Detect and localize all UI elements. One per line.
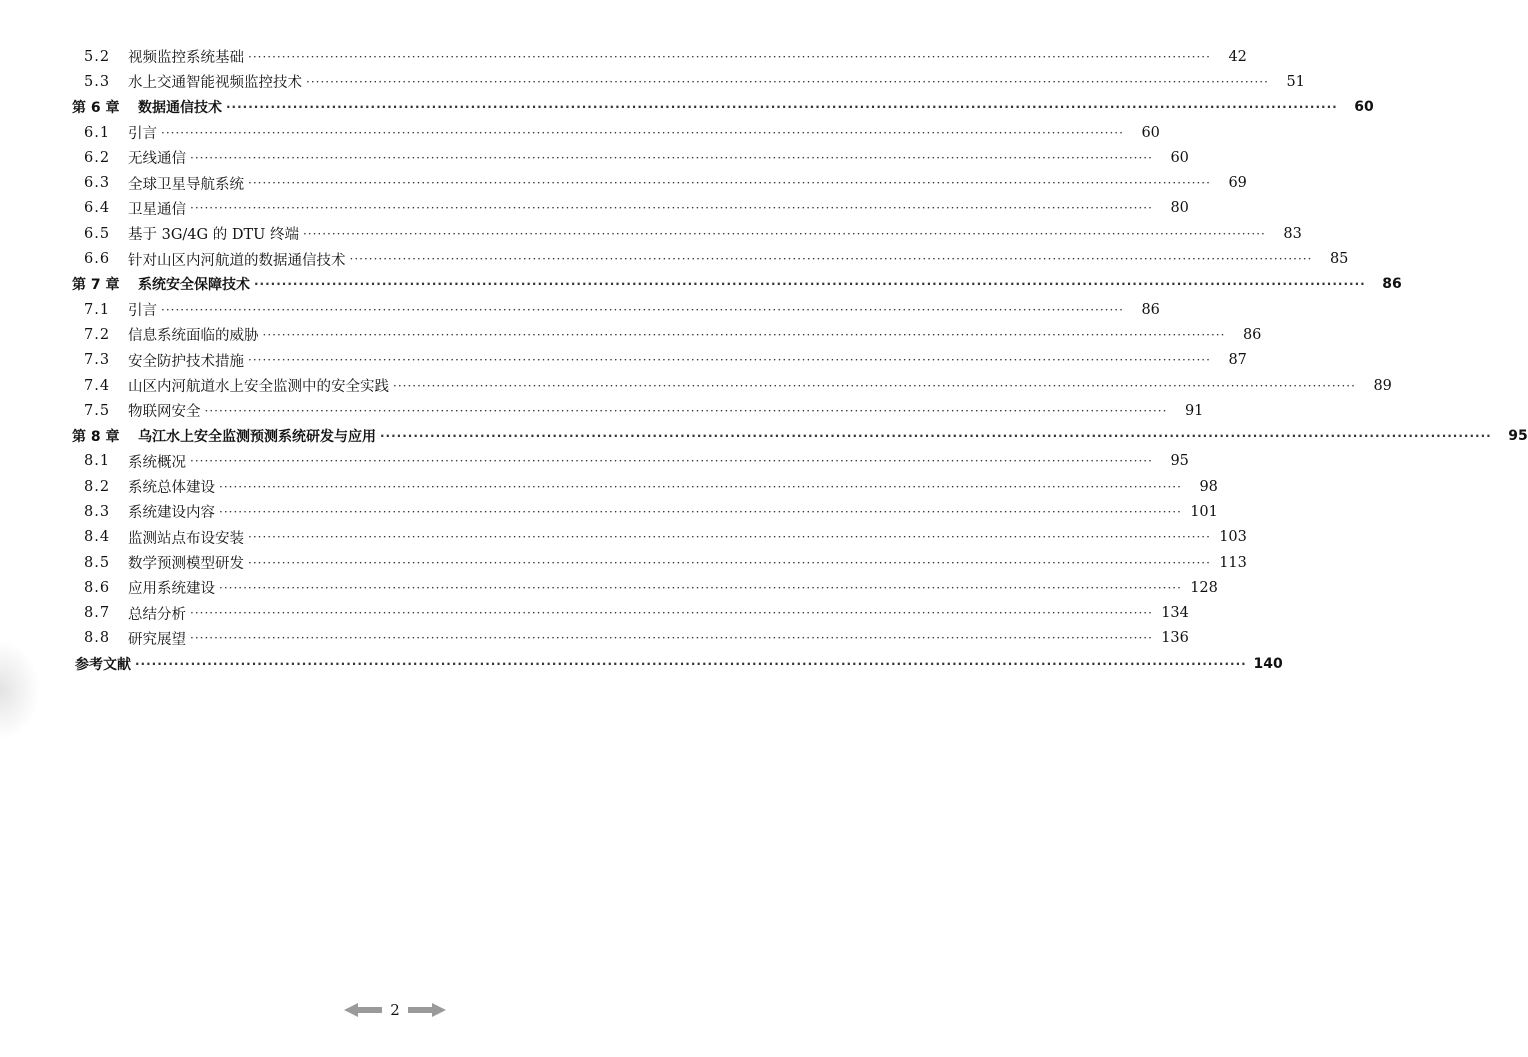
toc-entry-page: 69 [1228, 175, 1247, 192]
toc-entry-number: 8.7 [84, 605, 111, 622]
toc-section-entry[interactable] [0, 221, 1302, 246]
toc-entry-title: 乌江水上安全监测预测系统研发与应用 [138, 429, 376, 446]
toc-section-entry[interactable] [0, 449, 1189, 474]
toc-entry-page: 89 [1373, 377, 1392, 394]
page-footer [0, 998, 790, 1022]
toc-entry-number: 6.6 [84, 251, 111, 268]
toc-entry-number: 7.2 [84, 326, 111, 343]
toc-section-entry[interactable] [0, 196, 1189, 221]
toc-entry-heading [84, 501, 215, 522]
toc-entry-page: 87 [1228, 352, 1247, 369]
toc-entry-number: 6.2 [84, 149, 111, 166]
toc-chapter-entry[interactable] [0, 423, 1528, 448]
dot-leader: ········································································································································································································ [248, 49, 1211, 64]
toc-section-entry[interactable] [0, 499, 1218, 524]
toc-entry-number: 8.5 [84, 554, 111, 571]
toc-entry-page: 86 [1141, 301, 1160, 318]
toc-entry-heading [84, 46, 244, 67]
toc-section-entry[interactable] [0, 44, 1247, 69]
toc-section-entry[interactable] [0, 373, 1392, 398]
toc-entry-page: 86 [1382, 276, 1402, 293]
toc-entry-number: 8.6 [84, 579, 111, 596]
toc-entry-title: 引言 [128, 126, 157, 143]
dot-leader: ········································································································································································································ [248, 353, 1211, 368]
toc-entry-title: 系统总体建设 [128, 480, 215, 497]
toc-entry-title: 针对山区内河航道的数据通信技术 [128, 252, 346, 269]
toc-entry-number: 6.5 [84, 225, 111, 242]
toc-entry-number: 8.2 [84, 478, 111, 495]
toc-entry-page: 83 [1283, 225, 1302, 242]
toc-entry-title: 山区内河航道水上安全监测中的安全实践 [128, 379, 389, 395]
dot-leader: ········································································································································································································ [226, 100, 1338, 115]
toc-entry-page: 91 [1184, 402, 1204, 419]
dot-leader: ········································································································································································································ [248, 555, 1211, 570]
toc-entry-number: 5.2 [84, 48, 111, 65]
toc-section-entry[interactable] [0, 474, 1218, 499]
toc-entry-number: 7.5 [84, 402, 111, 419]
toc-references-entry[interactable] [0, 651, 1283, 676]
toc-entry-title: 基于 3G/4G 的 DTU 终端 [128, 227, 299, 244]
dot-leader: ········································································································································································································ [135, 656, 1247, 671]
toc-entry-title: 研究展望 [128, 631, 186, 648]
toc-section-entry[interactable] [0, 626, 1189, 651]
toc-entry-number: 7.3 [84, 352, 111, 369]
toc-entry-heading [84, 628, 186, 649]
toc-entry-page: 101 [1190, 503, 1218, 520]
dot-leader: ········································································································································································································ [219, 479, 1182, 494]
toc-entry-title: 数学预测模型研发 [128, 556, 244, 573]
dot-leader: ········································································································································································································ [190, 201, 1153, 216]
toc-section-entry[interactable] [0, 145, 1189, 170]
toc-section-entry[interactable] [0, 69, 1305, 94]
toc-entry-page: 113 [1219, 554, 1247, 571]
toc-entry-page: 60 [1170, 149, 1189, 166]
toc-entry-heading [72, 97, 222, 117]
toc-entry-page: 95 [1170, 453, 1189, 470]
dot-leader: ········································································································································································································ [219, 580, 1182, 595]
toc-entry-title: 参考文献 [75, 656, 131, 673]
page-number: 2 [390, 1001, 400, 1019]
toc-entry-title: 系统建设内容 [128, 505, 215, 522]
dot-leader: ········································································································································································································ [204, 403, 1168, 418]
table-of-contents [0, 44, 1528, 676]
toc-entry-number: 8.3 [84, 503, 111, 520]
toc-entry-title: 总结分析 [128, 606, 186, 623]
toc-entry-heading [84, 350, 244, 371]
dot-leader: ········································································································································································································ [219, 504, 1182, 519]
toc-entry-heading [84, 299, 157, 320]
toc-entry-title: 水上交通智能视频监控技术 [128, 75, 302, 92]
toc-section-entry[interactable] [0, 550, 1247, 575]
toc-section-entry[interactable] [0, 297, 1160, 322]
toc-entry-page: 95 [1508, 428, 1528, 445]
toc-entry-title: 应用系统建设 [128, 581, 215, 598]
toc-section-entry[interactable] [0, 120, 1160, 145]
toc-entry-number: 6.3 [84, 175, 111, 192]
toc-entry-title: 视频监控系统基础 [128, 50, 244, 67]
toc-entry-title: 监测站点布设安装 [128, 530, 244, 547]
toc-entry-title: 卫星通信 [128, 201, 186, 218]
dot-leader: ········································································································································································································ [190, 150, 1153, 165]
toc-entry-number: 6.4 [84, 200, 111, 217]
dot-leader: ········································································································································································································ [248, 176, 1211, 191]
dot-leader: ········································································································································································································ [161, 302, 1124, 317]
toc-entry-page: 103 [1219, 529, 1247, 546]
toc-entry-number: 5.3 [84, 73, 111, 90]
toc-section-entry[interactable] [0, 246, 1349, 271]
toc-entry-number: 7.1 [84, 301, 111, 318]
toc-entry-heading [75, 654, 131, 674]
toc-chapter-entry[interactable] [0, 272, 1402, 297]
toc-entry-number: 第 6 章 [72, 100, 120, 117]
toc-entry-page: 85 [1329, 251, 1349, 268]
toc-section-entry[interactable] [0, 525, 1247, 550]
toc-entry-page: 98 [1199, 478, 1218, 495]
toc-entry-heading [84, 375, 389, 396]
toc-entry-number: 8.4 [84, 529, 111, 546]
dot-leader: ········································································································································································································ [302, 226, 1266, 241]
scan-smudge [0, 640, 40, 740]
toc-entry-heading [84, 249, 346, 270]
toc-entry-page: 128 [1190, 579, 1218, 596]
toc-entry-heading [84, 527, 244, 548]
toc-entry-page: 134 [1161, 605, 1189, 622]
toc-entry-heading [84, 71, 302, 92]
toc-chapter-entry[interactable] [0, 95, 1374, 120]
toc-entry-heading [84, 476, 215, 497]
dot-leader: ········································································································································································································ [161, 125, 1124, 140]
toc-entry-number: 第 8 章 [72, 429, 120, 446]
toc-section-entry[interactable] [0, 348, 1247, 373]
toc-entry-heading [84, 173, 244, 194]
toc-entry-number: 第 7 章 [72, 277, 120, 294]
toc-entry-page: 60 [1354, 99, 1374, 116]
toc-entry-title: 全球卫星导航系统 [128, 176, 244, 193]
toc-entry-page: 60 [1141, 124, 1160, 141]
toc-entry-heading [84, 552, 244, 573]
dot-leader: ········································································································································································································ [190, 454, 1153, 469]
dot-leader: ········································································································································································································ [393, 378, 1356, 393]
toc-entry-heading [72, 426, 376, 446]
toc-entry-page: 86 [1242, 326, 1262, 343]
dot-leader: ········································································································································································································ [190, 606, 1153, 621]
toc-entry-heading [84, 223, 299, 244]
toc-entry-number: 8.8 [84, 630, 111, 647]
toc-entry-heading [84, 122, 157, 143]
dot-leader: ········································································································································································································ [349, 252, 1313, 267]
toc-entry-number: 8.1 [84, 453, 111, 470]
dot-leader: ········································································································································································································ [248, 530, 1211, 545]
dot-leader: ········································································································································································································ [262, 327, 1226, 342]
toc-entry-heading [84, 577, 215, 598]
right-arrow-icon [408, 1003, 446, 1017]
toc-section-entry[interactable] [0, 601, 1189, 626]
toc-entry-title: 信息系统面临的威胁 [128, 328, 259, 345]
toc-section-entry[interactable] [0, 575, 1218, 600]
toc-entry-heading [84, 603, 186, 624]
toc-entry-heading [84, 147, 186, 168]
toc-entry-heading [84, 324, 259, 345]
toc-entry-title: 物联网安全 [128, 404, 201, 421]
toc-entry-heading [84, 400, 201, 421]
toc-entry-page: 140 [1253, 655, 1283, 672]
toc-entry-heading [72, 274, 250, 294]
toc-entry-page: 80 [1170, 200, 1189, 217]
toc-section-entry[interactable] [0, 398, 1204, 423]
toc-entry-page: 42 [1228, 48, 1247, 65]
dot-leader: ········································································································································································································ [306, 74, 1269, 89]
toc-entry-title: 系统概况 [128, 454, 186, 471]
toc-entry-title: 系统安全保障技术 [138, 277, 250, 294]
toc-entry-page: 51 [1286, 73, 1305, 90]
toc-entry-title: 数据通信技术 [138, 100, 222, 117]
dot-leader: ········································································································································································································ [254, 277, 1366, 292]
toc-entry-number: 6.1 [84, 124, 111, 141]
toc-entry-page: 136 [1161, 630, 1189, 647]
toc-entry-title: 安全防护技术措施 [128, 353, 244, 370]
toc-entry-heading [84, 198, 186, 219]
toc-entry-heading [84, 451, 186, 472]
dot-leader: ········································································································································································································ [380, 429, 1492, 444]
toc-entry-title: 引言 [128, 303, 157, 320]
toc-section-entry[interactable] [0, 322, 1262, 347]
toc-entry-number: 7.4 [84, 377, 111, 394]
toc-section-entry[interactable] [0, 170, 1247, 195]
left-arrow-icon [344, 1003, 382, 1017]
dot-leader: ········································································································································································································ [190, 631, 1153, 646]
toc-entry-title: 无线通信 [128, 151, 186, 168]
